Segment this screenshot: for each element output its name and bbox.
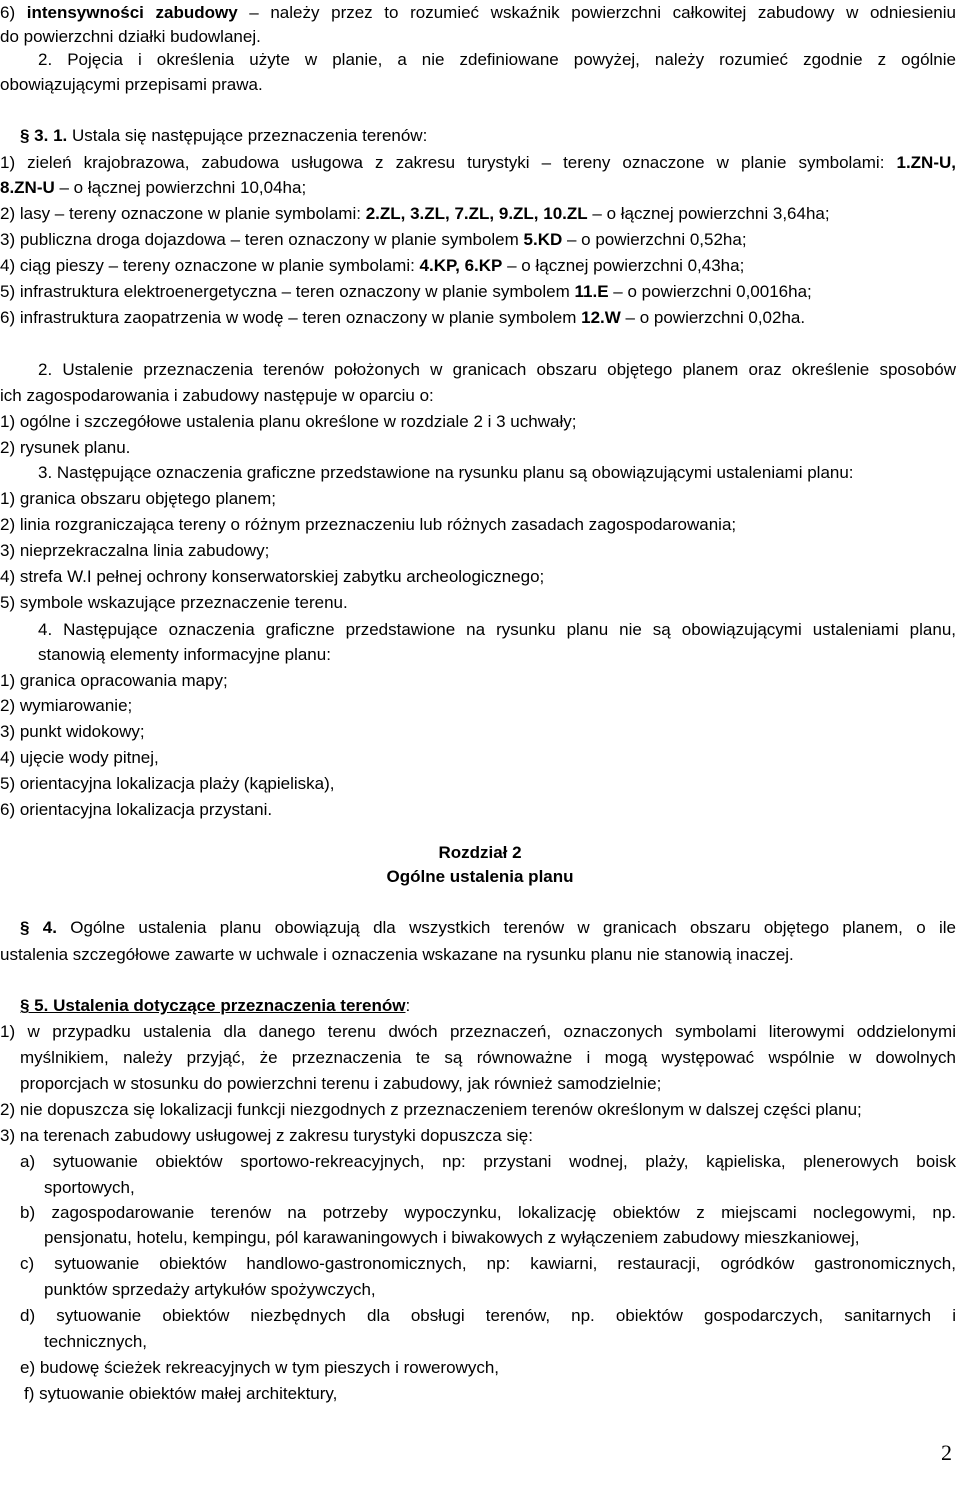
text-line bbox=[20, 1251, 956, 1277]
text-run: obowiązującymi przepisami prawa. bbox=[0, 75, 263, 94]
text-run: 2) linia rozgraniczająca tereny o różnym przeznaczeniu lub różnych zasadach zagospodarowania; bbox=[0, 515, 737, 534]
text-run: 2. Ustalenie przeznaczenia terenów położonych w granicach obszaru objętego planem oraz określenie sposobów bbox=[38, 360, 956, 379]
bold-text-run: 12.W bbox=[581, 308, 621, 327]
bold-text-run: Ogólne ustalenia planu bbox=[386, 867, 574, 886]
bold-text-run: 5.KD bbox=[523, 230, 563, 249]
text-run: 6) orientacyjna lokalizacja przystani. bbox=[0, 800, 273, 819]
text-run: d) sytuowanie obiektów niezbędnych dla obsługi terenów, np. obiektów gospodarczych, sanitarnych i bbox=[20, 1306, 956, 1325]
text-line bbox=[0, 1019, 956, 1045]
text-line bbox=[0, 486, 960, 512]
text-line bbox=[0, 201, 960, 227]
text-line bbox=[0, 72, 960, 98]
text-run: – o powierzchni 0,02ha. bbox=[620, 308, 806, 327]
bold-text-run: 11.E bbox=[574, 282, 609, 301]
text-run: proporcjach w stosunku do powierzchni terenu i zabudowy, jak również samodzielnie; bbox=[20, 1074, 662, 1093]
text-run: 2. Pojęcia i określenia użyte w planie, a nie zdefiniowane powyżej, należy rozumieć zgodnie z ogólnie bbox=[38, 50, 956, 69]
chapter-heading bbox=[0, 840, 960, 866]
text-line bbox=[0, 942, 960, 968]
text-run: – o powierzchni 0,0016ha; bbox=[608, 282, 812, 301]
text-run: 6) infrastruktura zaopatrzenia w wodę – teren oznaczony w planie symbolem bbox=[0, 308, 582, 327]
text-line bbox=[0, 227, 960, 253]
text-line bbox=[0, 0, 956, 26]
text-run: 4) ujęcie wody pitnej, bbox=[0, 748, 159, 767]
text-line bbox=[38, 617, 956, 643]
text-run: 1) ogólne i szczegółowe ustalenia planu określone w rozdziale 2 i 3 uchwały; bbox=[0, 412, 577, 431]
text-line bbox=[0, 435, 960, 461]
text-run: Ogólne ustalenia planu obowiązują dla wszystkich terenów w granicach obszaru objętego planem, o ile bbox=[56, 918, 956, 937]
text-run: – o łącznej powierzchni 3,64ha; bbox=[587, 204, 830, 223]
text-run: 5) symbole wskazujące przeznaczenie terenu. bbox=[0, 593, 348, 612]
text-run: do powierzchni działki budowlanej. bbox=[0, 27, 261, 46]
text-run: 1) granica obszaru objętego planem; bbox=[0, 489, 276, 508]
text-run: 2) rysunek planu. bbox=[0, 438, 131, 457]
text-run: 5) infrastruktura elektroenergetyczna – teren oznaczony w planie symbolem bbox=[0, 282, 575, 301]
text-run: ich zagospodarowania i zabudowy następuje w oparciu o: bbox=[0, 386, 434, 405]
bold-text-run: § 3. 1. bbox=[20, 126, 68, 145]
text-run: stanowią elementy informacyjne planu: bbox=[38, 645, 331, 664]
text-line bbox=[24, 1381, 960, 1407]
chapter-title bbox=[0, 864, 960, 890]
text-run: ustalenia szczegółowe zawarte w uchwale i oznaczenia wskazane na rysunku planu nie stanowią inaczej. bbox=[0, 945, 794, 964]
text-line bbox=[0, 1123, 960, 1149]
text-line bbox=[0, 590, 960, 616]
text-run: 6) bbox=[0, 3, 27, 22]
text-run: 4) strefa W.I pełnej ochrony konserwatorskiej zabytku archeologicznego; bbox=[0, 567, 545, 586]
text-line bbox=[20, 1149, 956, 1175]
text-line bbox=[0, 512, 960, 538]
text-line bbox=[38, 357, 956, 383]
text-run: 4) ciąg pieszy – tereny oznaczone w planie symbolami: bbox=[0, 256, 420, 275]
text-line bbox=[44, 1175, 960, 1201]
text-line bbox=[0, 279, 960, 305]
text-line bbox=[38, 47, 956, 73]
text-line bbox=[0, 719, 960, 745]
text-line bbox=[20, 1071, 960, 1097]
text-run: 3. Następujące oznaczenia graficzne przedstawione na rysunku planu są obowiązującymi ustaleniami planu: bbox=[38, 463, 854, 482]
text-run: 3) punkt widokowy; bbox=[0, 722, 145, 741]
text-run: a) sytuowanie obiektów sportowo-rekreacyjnych, np: przystani wodnej, plaży, kąpieliska, plenerowych boisk bbox=[20, 1152, 956, 1171]
text-line bbox=[20, 1303, 956, 1329]
text-run: – o powierzchni 0,52ha; bbox=[562, 230, 747, 249]
bold-text-run: 1.ZN-U, bbox=[896, 153, 956, 172]
text-line bbox=[0, 409, 960, 435]
text-line bbox=[0, 538, 960, 564]
text-line bbox=[44, 1225, 960, 1251]
text-run: e) budowę ścieżek rekreacyjnych w tym pieszych i rowerowych, bbox=[20, 1358, 500, 1377]
text-line bbox=[0, 564, 960, 590]
text-line bbox=[44, 1329, 960, 1355]
bold-text-run: 8.ZN-U bbox=[0, 178, 55, 197]
text-line bbox=[0, 693, 960, 719]
text-run: punktów sprzedaży artykułów spożywczych, bbox=[44, 1280, 376, 1299]
text-line bbox=[20, 915, 956, 941]
text-line bbox=[0, 383, 960, 409]
text-run: b) zagospodarowanie terenów na potrzeby wypoczynku, lokalizację obiektów z miejscami noclegowymi, np. bbox=[20, 1203, 956, 1222]
text-run: – o łącznej powierzchni 0,43ha; bbox=[502, 256, 745, 275]
text-line bbox=[0, 771, 960, 797]
text-run: 1) w przypadku ustalenia dla danego terenu dwóch przeznaczeń, oznaczonych symbolami literowymi oddzielonymi bbox=[0, 1022, 956, 1041]
text-line bbox=[38, 460, 960, 486]
section-heading bbox=[20, 993, 960, 1019]
text-line bbox=[0, 175, 960, 201]
text-run: – należy przez to rozumieć wskaźnik powierzchni całkowitej zabudowy w odniesieniu bbox=[237, 3, 956, 22]
text-run: 2) wymiarowanie; bbox=[0, 696, 133, 715]
text-run: 3) na terenach zabudowy usługowej z zakresu turystyki dopuszcza się: bbox=[0, 1126, 533, 1145]
bold-text-run: § 4. bbox=[20, 918, 57, 937]
text-run: myślnikiem, należy przyjąć, że przeznaczenia te są równoważne i mogą występować wspólnie w dowolnych bbox=[20, 1048, 956, 1067]
text-run: 3) publiczna droga dojazdowa – teren oznaczony w planie symbolem bbox=[0, 230, 524, 249]
text-line bbox=[20, 1045, 956, 1071]
page-number: 2 bbox=[941, 1440, 952, 1465]
text-line bbox=[20, 1355, 960, 1381]
text-run: c) sytuowanie obiektów handlowo-gastronomicznych, np: kawiarni, restauracji, ogródków gastronomicznych, bbox=[20, 1254, 956, 1273]
text-run: 2) nie dopuszcza się lokalizacji funkcji niezgodnych z przeznaczeniem terenów określonym w dalszej części planu; bbox=[0, 1100, 862, 1119]
text-line bbox=[20, 1200, 956, 1226]
text-line bbox=[0, 150, 956, 176]
text-line bbox=[0, 1097, 960, 1123]
bold-text-run: 4.KP, 6.KP bbox=[419, 256, 503, 275]
text-run: technicznych, bbox=[44, 1332, 147, 1351]
text-line bbox=[0, 797, 960, 823]
text-line bbox=[0, 668, 960, 694]
text-run: sportowych, bbox=[44, 1178, 135, 1197]
bold-text-run: Rozdział 2 bbox=[438, 843, 522, 862]
bold-text-run: 2.ZL, 3.ZL, 7.ZL, 9.ZL, 10.ZL bbox=[365, 204, 588, 223]
text-line bbox=[38, 642, 960, 668]
text-run: Ustala się następujące przeznaczenia terenów: bbox=[67, 126, 428, 145]
text-run: – o łącznej powierzchni 10,04ha; bbox=[54, 178, 307, 197]
text-run: 4. Następujące oznaczenia graficzne przedstawione na rysunku planu nie są obowiązującymi ustaleniami planu, bbox=[38, 620, 956, 639]
text-run: f) sytuowanie obiektów małej architektury, bbox=[24, 1384, 338, 1403]
bold-text-run: intensywności zabudowy bbox=[26, 3, 238, 22]
text-line bbox=[0, 305, 960, 331]
text-run: pensjonatu, hotelu, kempingu, pól karawaningowych i biwakowych z wyłączeniem zabudowy mieszkaniowej, bbox=[44, 1228, 860, 1247]
text-line bbox=[0, 745, 960, 771]
bold-text-run: § 5. Ustalenia dotyczące przeznaczenia terenów bbox=[20, 996, 406, 1015]
text-run: : bbox=[405, 996, 411, 1015]
text-line bbox=[0, 253, 960, 279]
text-run: 3) nieprzekraczalna linia zabudowy; bbox=[0, 541, 270, 560]
text-run: 1) zieleń krajobrazowa, zabudowa usługowa z zakresu turystyki – tereny oznaczone w planie symbolami: bbox=[0, 153, 897, 172]
text-run: 5) orientacyjna lokalizacja plaży (kąpieliska), bbox=[0, 774, 335, 793]
text-line bbox=[20, 123, 960, 149]
text-run: 2) lasy – tereny oznaczone w planie symbolami: bbox=[0, 204, 366, 223]
text-line bbox=[44, 1277, 960, 1303]
text-run: 1) granica opracowania mapy; bbox=[0, 671, 228, 690]
